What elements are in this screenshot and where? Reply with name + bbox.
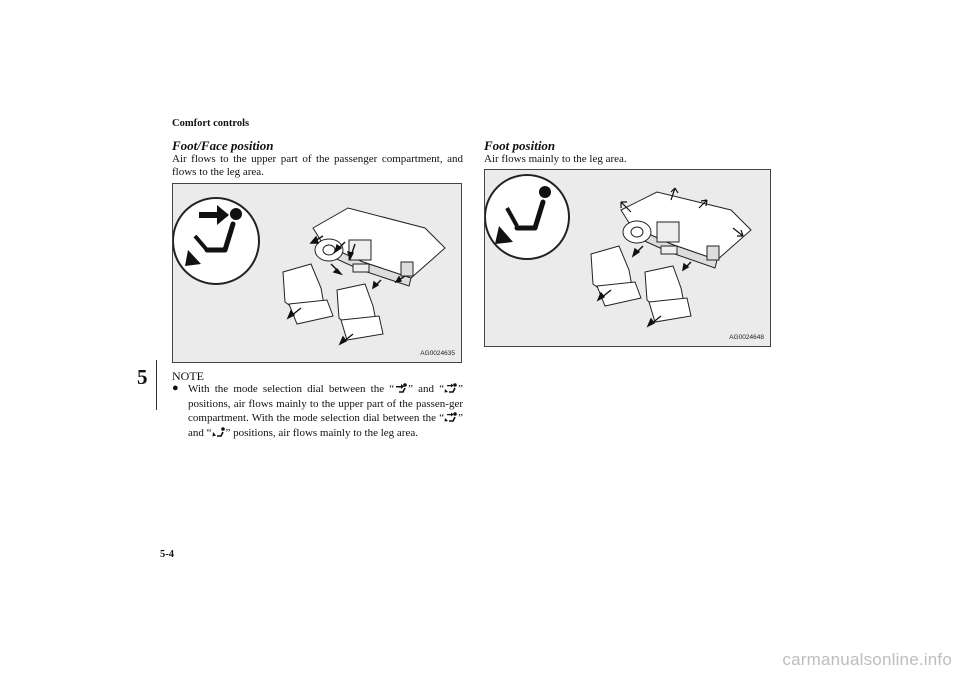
foot-face-figure-code: AG0024635 xyxy=(420,350,455,357)
note-text-part-1: With the mode selection dial between the “ xyxy=(188,383,395,395)
chapter-tab-number: 5 xyxy=(137,365,148,389)
page-header: Comfort controls xyxy=(172,118,250,129)
note-text-part-2: ” and “ xyxy=(408,383,445,395)
face-mode-icon xyxy=(394,383,408,393)
foot-position-title: Foot position xyxy=(484,138,556,153)
foot-face-figure xyxy=(172,183,462,363)
foot-face-mode-icon xyxy=(173,198,259,284)
note-bullet: ● xyxy=(172,382,179,394)
foot-mode-icon xyxy=(485,175,569,259)
foot-face-illustration xyxy=(173,184,461,362)
foot-face-position-title: Foot/Face position xyxy=(172,138,274,153)
foot-figure xyxy=(484,169,771,347)
page-number: 5-4 xyxy=(160,549,174,560)
foot-position-text: Air flows mainly to the leg area. xyxy=(484,153,627,165)
foot-face-position-text: Air flows to the upper part of the passenger compartment, and flows to the leg area. xyxy=(172,153,463,178)
watermark: carmanualsonline.info xyxy=(782,650,952,669)
foot-face-mode-icon xyxy=(444,412,458,422)
note-text xyxy=(188,382,463,440)
foot-face-mode-icon xyxy=(444,383,458,393)
foot-illustration xyxy=(485,170,770,346)
car-interior-drawing xyxy=(283,208,445,340)
foot-mode-icon xyxy=(212,427,226,437)
foot-figure-code: AG0024648 xyxy=(729,334,764,341)
note-label: NOTE xyxy=(172,369,204,383)
note-text-part-3: ” positions, air flows mainly to the upper part of the passen-ger compartment. With the mode selection dial between the “ xyxy=(188,383,463,424)
note-text-part-4: ” and “ xyxy=(188,412,463,439)
car-interior-drawing xyxy=(591,192,751,322)
note-text-part-5: ” positions, air flows mainly to the leg area. xyxy=(225,426,418,439)
